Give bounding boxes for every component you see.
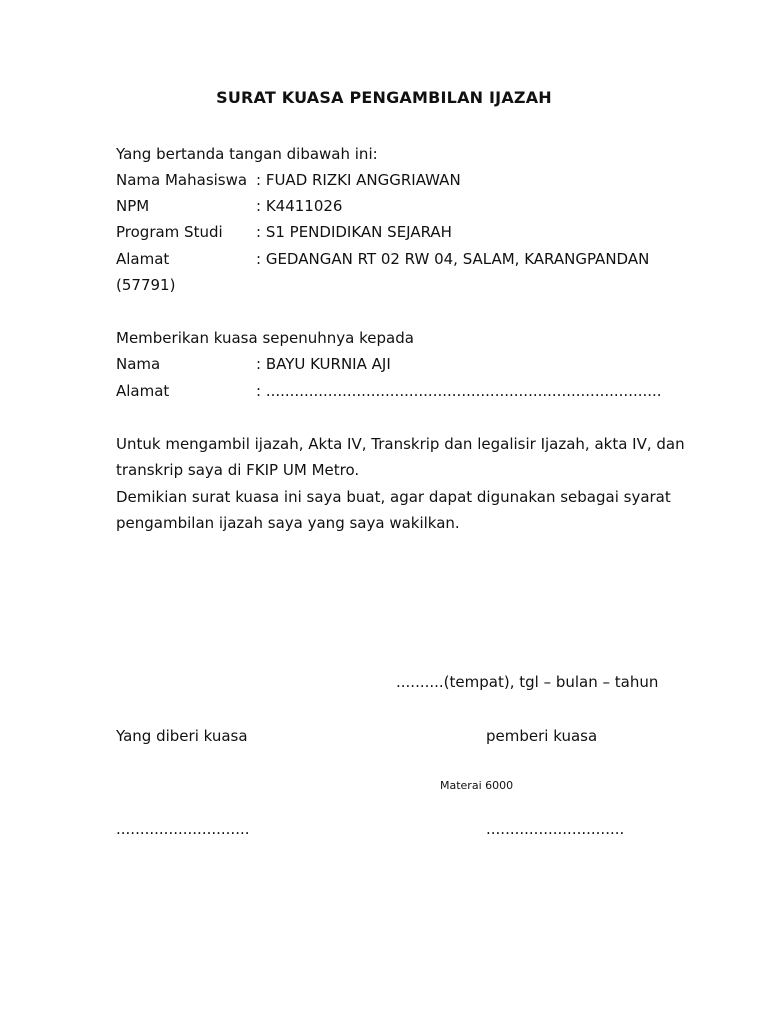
grantor-program-value: : S1 PENDIDIKAN SEJARAH bbox=[256, 223, 452, 241]
body-line: Untuk mengambil ijazah, Akta IV, Transkrip dan legalisir Ijazah, akta IV, dan bbox=[116, 435, 685, 453]
grantor-signature-label: pemberi kuasa bbox=[486, 727, 598, 745]
grantee-signature-label: Yang diberi kuasa bbox=[116, 727, 248, 745]
grantee-name-label: Nama bbox=[116, 355, 161, 373]
grantee-address-value: : ................................................................................... bbox=[256, 382, 662, 400]
grantee-signature-line: ............................ bbox=[116, 820, 250, 838]
grant-intro-text: Memberikan kuasa sepenuhnya kepada bbox=[116, 329, 414, 347]
grantor-address-value: : GEDANGAN RT 02 RW 04, SALAM, KARANGPANDAN bbox=[256, 250, 650, 268]
grantor-program-label: Program Studi bbox=[116, 223, 223, 241]
grantor-postal-code: (57791) bbox=[116, 276, 176, 294]
body-line: pengambilan ijazah saya yang saya wakilkan. bbox=[116, 514, 460, 532]
intro-text: Yang bertanda tangan dibawah ini: bbox=[116, 145, 378, 163]
letter-title: SURAT KUASA PENGAMBILAN IJAZAH bbox=[216, 88, 552, 107]
stamp-label: Materai 6000 bbox=[440, 779, 514, 792]
grantee-name-value: : BAYU KURNIA AJI bbox=[256, 355, 391, 373]
grantor-npm-label: NPM bbox=[116, 197, 150, 215]
grantor-name-value: : FUAD RIZKI ANGGRIAWAN bbox=[256, 171, 461, 189]
place-date: ..........(tempat), tgl – bulan – tahun bbox=[396, 673, 659, 691]
body-line: transkrip saya di FKIP UM Metro. bbox=[116, 461, 360, 479]
body-line: Demikian surat kuasa ini saya buat, agar dapat digunakan sebagai syarat bbox=[116, 488, 671, 506]
grantor-address-label: Alamat bbox=[116, 250, 170, 268]
grantee-address-label: Alamat bbox=[116, 382, 170, 400]
grantor-name-label: Nama Mahasiswa bbox=[116, 171, 248, 189]
grantor-signature-line: ............................. bbox=[486, 820, 625, 838]
grantor-npm-value: : K4411026 bbox=[256, 197, 343, 215]
